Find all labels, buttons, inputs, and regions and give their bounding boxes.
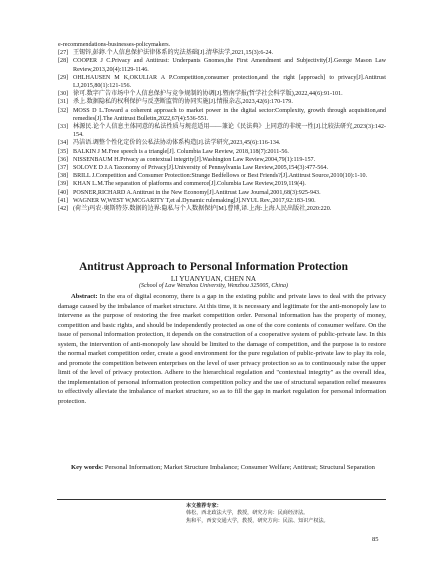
reference-number: [40] bbox=[58, 189, 69, 196]
expert-line-1: 韩松，西北政法大学，教授，研究方向：民商经济法。 bbox=[186, 510, 309, 517]
footnote-divider bbox=[57, 499, 386, 500]
reference-text: KHAN L.M.The separation of platforms and commerce[J].Columbia Law Review,2019,119(4). bbox=[73, 181, 306, 188]
reference-text: MOSS D L.Toward a coherent approach to market power in the digital sector:Complexity, growth through acquisition,and remedies[J].The Antitrust Bulletin,2022,67(4):536-551. bbox=[73, 107, 386, 122]
reference-number: [35] bbox=[58, 148, 69, 155]
reference-text: (荷兰)玛农·奥斯特芬.数据的边界:隐私与个人数据保护[M].曹博,译.上海:上海人民出版社,2020:220. bbox=[73, 206, 332, 213]
reference-item bbox=[58, 98, 386, 106]
recommending-experts bbox=[186, 503, 386, 525]
abstract-label: Abstract: bbox=[71, 293, 98, 300]
experts-heading: 本文推荐专家： bbox=[186, 503, 222, 509]
reference-text: 杀上.数据隐私的权利保护与反垄断监管的协同实施[J].情报杂志,2023,42(6):170-179. bbox=[73, 99, 293, 106]
reference-item bbox=[58, 57, 386, 73]
reference-item bbox=[58, 49, 386, 57]
reference-text: OHLHAUSEN M K,OKULIAR A P.Competition,consumer protection,and the right [approach] to privacy[J].Antitrust LJ,2015,80(1):121-156. bbox=[73, 74, 386, 90]
reference-text: 冯洁语.调整个性化定价的公私法协动体系构造[J].法学研究,2023,45(6):116-134. bbox=[73, 140, 281, 147]
reference-number: [34] bbox=[58, 140, 69, 147]
reference-item bbox=[58, 107, 386, 123]
page-number: 85 bbox=[372, 536, 379, 543]
reference-item bbox=[58, 180, 386, 188]
reference-item bbox=[58, 148, 386, 156]
reference-number: [36] bbox=[58, 156, 69, 163]
reference-text: POSNER,RICHARD A.Antitrust in the New Economy[J].Antitrust Law Journal,2001,68(3):925-943. bbox=[73, 189, 321, 196]
reference-item bbox=[58, 205, 386, 213]
reference-text: COOPER J C.Privacy and Antitrust: Underpants Gnomes,the First Amendment and Subjectivity[J].George Mason Law Review,2013,20(4):1129-1146. bbox=[73, 58, 386, 73]
reference-text: e-recommendations-businesses-policymakers. bbox=[58, 42, 171, 48]
reference-number: [29] bbox=[58, 74, 69, 81]
reference-list bbox=[58, 41, 386, 213]
paper-authors: LI YUANYUAN, CHEN NA bbox=[170, 275, 257, 283]
reference-number: [33] bbox=[58, 124, 69, 131]
reference-text: WAGNER W,WEST W,MCGARITY T,et al.Dynamic rulemaking[J].NYUL Rev.,2017,92:183-190. bbox=[73, 197, 316, 204]
reference-item bbox=[58, 172, 386, 180]
reference-item bbox=[58, 139, 386, 147]
reference-number: [39] bbox=[58, 181, 69, 188]
reference-text: SOLOVE D J.A Taxonomy of Privacy[J].University of Pennsylvania Law Review,2005,154(3):477-564. bbox=[73, 165, 328, 172]
reference-number: [37] bbox=[58, 165, 69, 172]
abstract bbox=[58, 292, 386, 406]
keywords-label: Key words: bbox=[71, 464, 104, 471]
reference-item bbox=[58, 164, 386, 172]
reference-item bbox=[58, 41, 386, 49]
reference-item bbox=[58, 123, 386, 139]
reference-item bbox=[58, 189, 386, 197]
reference-text: BALKIN J M.Free speech is a triangle[J]. Columbia Law Review, 2018,118(7):2011-56. bbox=[73, 148, 289, 155]
reference-number: [38] bbox=[58, 173, 69, 180]
reference-item bbox=[58, 156, 386, 164]
reference-text: 王锡锌,彭錞.个人信息保护法律体系的宪法基础[J].清华法学,2021,15(3):6-24. bbox=[73, 50, 274, 57]
reference-number: [42] bbox=[58, 206, 69, 213]
reference-text: 徐可.数字广告市场中个人信息保护与竞争规制的协调[J].暨南学报(哲学社会科学版),2022,44(6):91-101. bbox=[73, 91, 343, 98]
reference-number: [41] bbox=[58, 197, 69, 204]
reference-text: BRILL J.Competition and Consumer Protection:Strange Bedfellows or Best Friends?[J].Antitrust Source,2010(10):1-10. bbox=[73, 173, 368, 180]
reference-item bbox=[58, 197, 386, 205]
expert-line-2: 焦和平，西安交通大学，教授，研究方向：民法、知识产权法。 bbox=[186, 517, 329, 524]
keywords bbox=[58, 463, 386, 473]
author-affiliation: (School of Law Wenzhou University, Wenzhou 325005, China) bbox=[138, 283, 289, 289]
reference-number: [30] bbox=[58, 91, 69, 98]
reference-text: 林源民.论个人信息主体同意的私法性质与规范适用——兼论《民法典》上同意的非统一性[J].比较法研究,2023(3):142-154. bbox=[73, 124, 386, 139]
reference-number: [32] bbox=[58, 107, 69, 114]
reference-number: [27] bbox=[58, 50, 69, 57]
abstract-text: In the era of digital economy, there is a gap in the existing public and private laws to deal with the privacy damage caused by the imbalance of market structure. At this time, it is necessary and legitimate for the anti-monopoly law to intervene as the purpose of restoring the free market competition order. Personal information has the property of money, competition and basic rights, and should be independently protected as one of the core contents of consumer welfare. On the issue of personal information protection, it depends on the construction of a cooperative system of public-private law. In this system, the intervention of anti-monopoly law should be limited to the damage of competition, and the purpose is to restore the normal market competition order, create a good environment for the pure regulation of public-private law to play its role, and promote the competition between enterprises on the level of user privacy protection so as to continuously raise the upper limit of the level of privacy protection. Adhere to the hierarchical regulation and "contextual integrity" as the overall idea, the implementation of personal information protection competition policy and the use of structural separation relief measures to effectively alleviate the imbalance of market structure, so as to fill the gap in market regulation for personal information protection. bbox=[58, 293, 386, 405]
reference-text: NISSENBAUM H.Privacy as contextual integrity[J].Washington Law Review,2004,79(1):119-157. bbox=[73, 156, 316, 163]
reference-number: [31] bbox=[58, 99, 69, 106]
keywords-text: Personal Information; Market Structure Imbalance; Consumer Welfare; Antitrust; Structural Separation bbox=[104, 464, 375, 471]
reference-item bbox=[58, 74, 386, 90]
reference-item bbox=[58, 90, 386, 98]
paper-title: Antitrust Approach to Personal Information Protection bbox=[79, 261, 348, 273]
reference-number: [28] bbox=[58, 58, 69, 65]
